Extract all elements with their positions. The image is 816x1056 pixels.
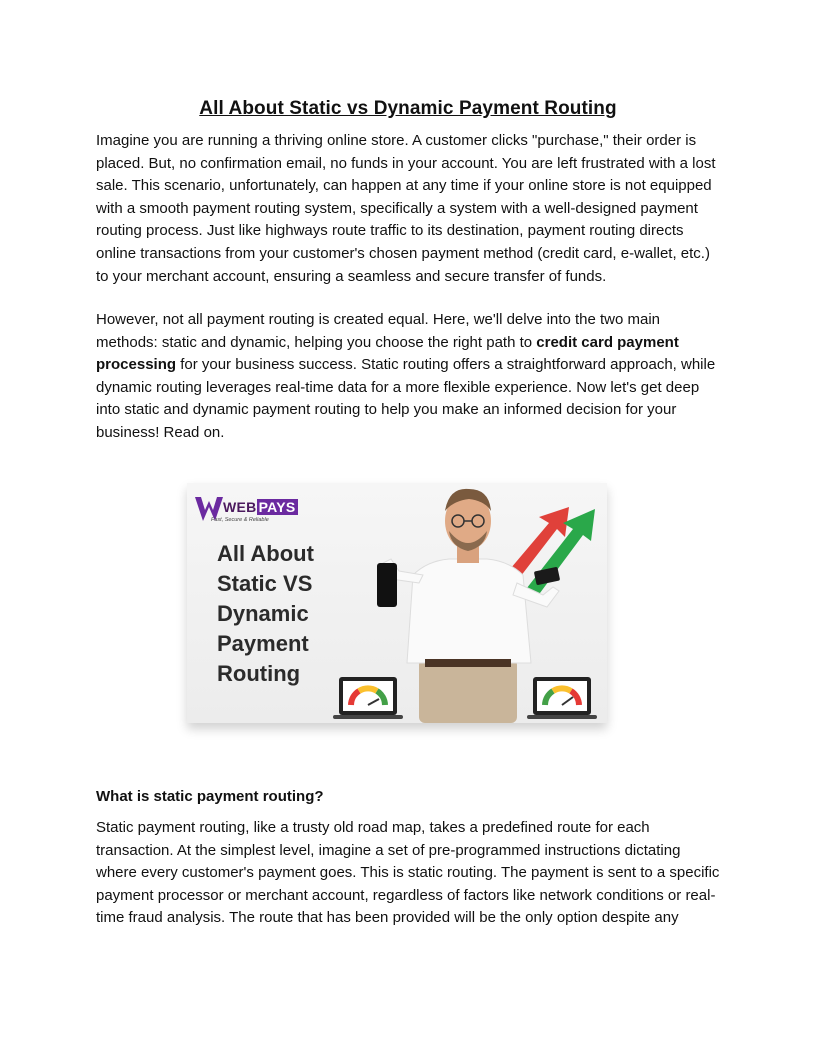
banner-title-line: Dynamic [217,601,309,626]
document-title: All About Static vs Dynamic Payment Routing [199,98,617,119]
section-paragraph: Static payment routing, like a trusty old road map, takes a predefined route for each transaction. At the simplest level, imagine a set of pre-programmed instructions dictating where every customer's payment goes. This is static routing. The payment is sent to a specific payment processor or merchant account, regardless of factors like network conditions or real-time fraud analysis. The route that has been provided will be the only option despite any [96,819,720,927]
second-paragraph-end: for your business success. Static routing offers a straightforward approach, while dynamic routing leverages real-time data for a more flexible experience. Now let's get deep into static and dynamic payment routing to help you make an informed decision for your business! Read on. [96,356,716,441]
intro-paragraph: Imagine you are running a thriving online store. A customer clicks "purchase," their order is placed. But, no confirmation email, no funds in your account. You are left frustrated with a lost sale. This scenario, unfortunately, can happen at any time if your online store is not equipped with a smooth payment routing system, specifically a system with a well-designed payment routing process. Just like highways route traffic to its destination, payment routing directs online transactions from your customer's chosen payment method (credit card, e-wallet, etc.) to your merchant account, ensuring a seamless and secure transfer of funds. [96,132,716,285]
laptop-gauge-right-icon [527,677,597,719]
banner-title-line: Routing [217,661,301,686]
logo-tagline: Fast, Secure & Reliable [211,517,269,523]
banner-title-line: Payment [217,631,309,656]
banner-title-line: Static VS [217,571,313,596]
second-paragraph [96,309,722,445]
man-figure [383,489,559,723]
banner-title [217,539,377,689]
logo-wordmark: WEB PAYS [223,499,296,515]
smartphone-icon [377,563,397,607]
webpays-logo [193,495,303,527]
banner-title-line: All About [217,541,314,566]
second-paragraph-start: However, not all payment routing is created equal. Here, we'll delve into the two main methods: static and dynamic, helping you choose the right path to [96,311,660,351]
section-heading: What is static payment routing? [96,788,324,805]
bold-phrase-credit-card-processing: credit card payment processing [96,333,679,374]
credit-card-icon [534,567,560,586]
article-banner-image [187,483,607,723]
